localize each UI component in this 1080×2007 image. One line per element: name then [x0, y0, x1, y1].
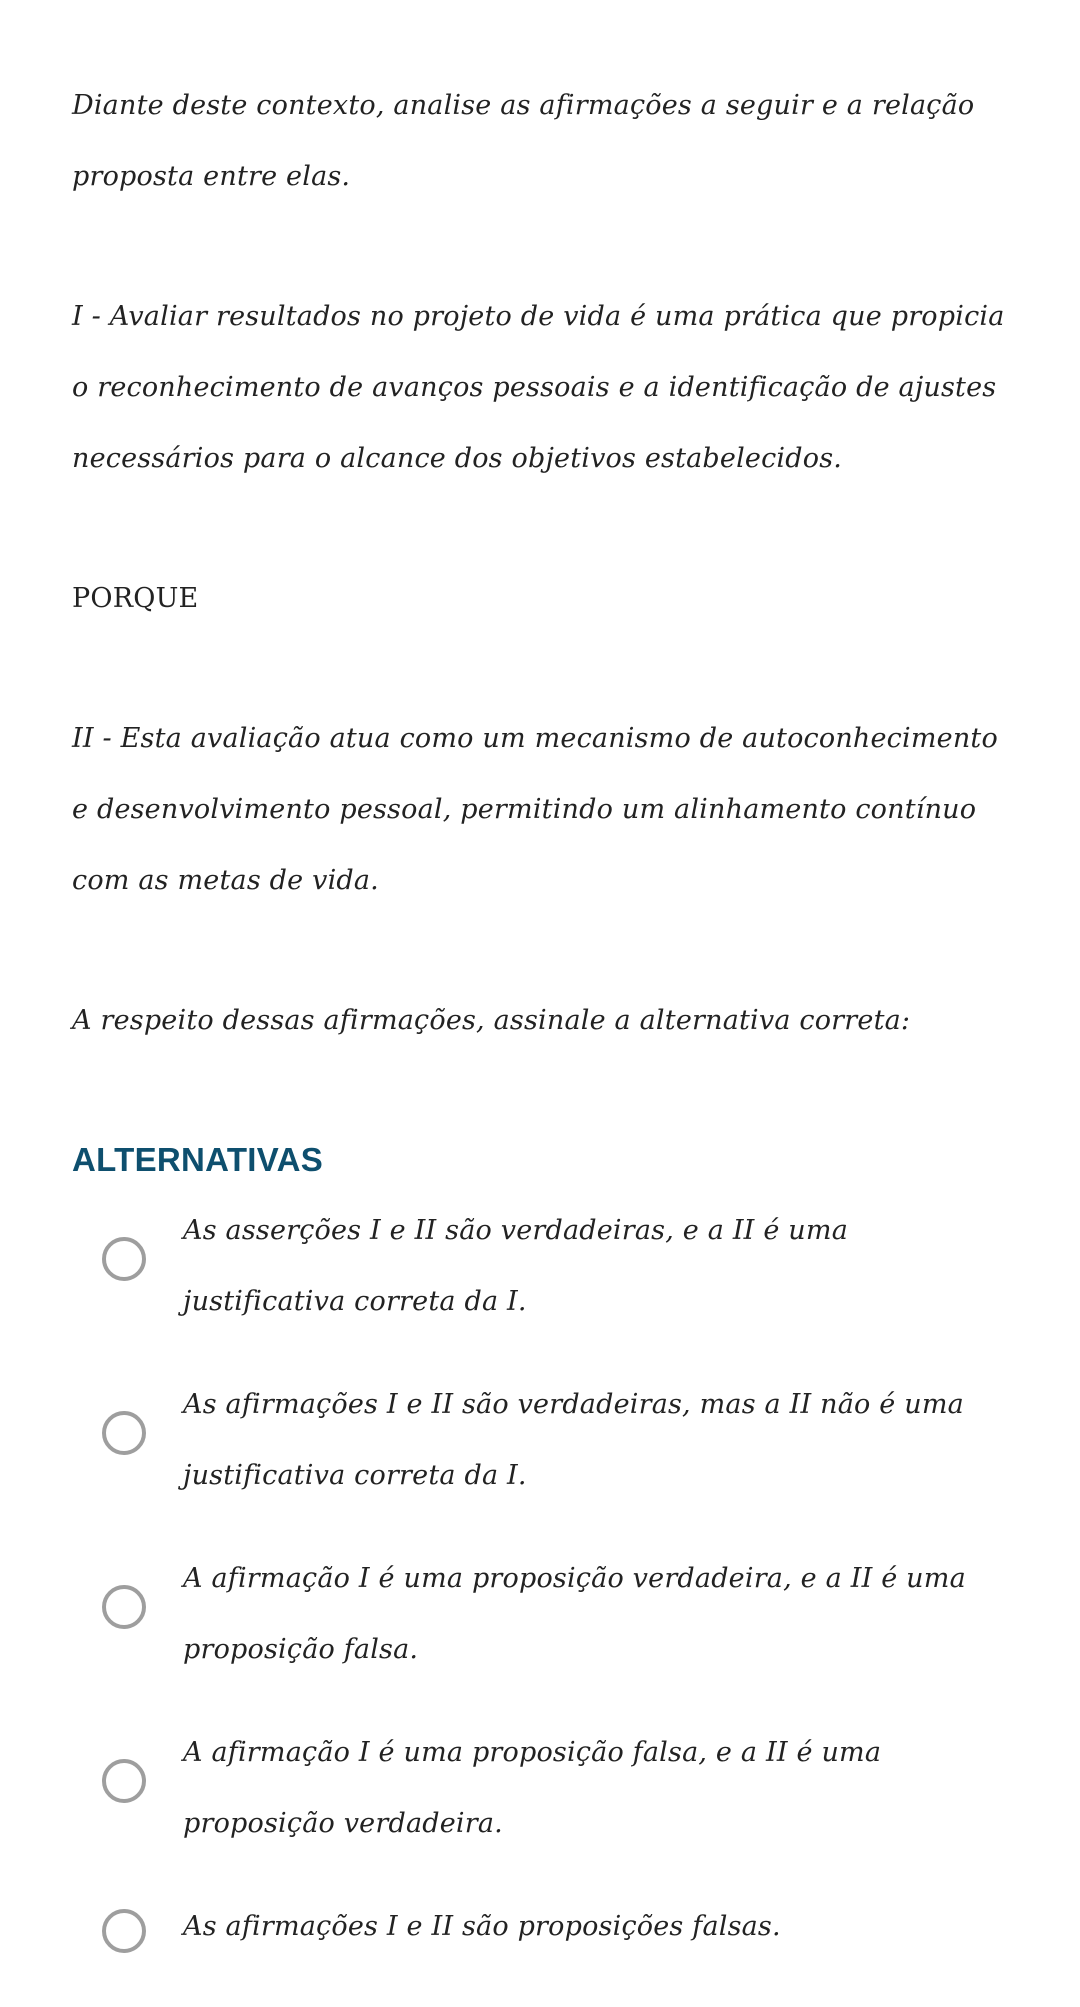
statement-connector: PORQUE — [72, 583, 199, 614]
alternative-label[interactable]: A afirmação I é uma proposição falsa, e a II é uma proposição verdadeira. — [183, 1737, 882, 1839]
radio-button-icon[interactable] — [102, 1411, 146, 1455]
alternative-label[interactable]: As afirmações I e II são verdadeiras, mas a II não é uma justificativa correta da I. — [183, 1389, 964, 1491]
radio-button-icon[interactable] — [102, 1585, 146, 1629]
alternative-label[interactable]: As afirmações I e II são proposições falsas. — [183, 1911, 781, 1942]
alternative-label[interactable]: As asserções I e II são verdadeiras, e a II é uma justificativa correta da I. — [183, 1215, 848, 1317]
question-statement — [72, 70, 1012, 1195]
radio-button-icon[interactable] — [102, 1237, 146, 1281]
statement-assertion-1: I - Avaliar resultados no projeto de vida é uma prática que propicia o reconhecimento de avanços pessoais e a identificação de ajustes necessários para o alcance dos objetivos estabelecidos. — [72, 301, 1005, 474]
alternatives-title: ALTERNATIVAS — [72, 1141, 324, 1178]
alternative-label[interactable]: A afirmação I é uma proposição verdadeira, e a II é uma proposição falsa. — [183, 1563, 966, 1665]
statement-intro: Diante deste contexto, analise as afirmações a seguir e a relação proposta entre elas. — [72, 90, 975, 192]
radio-button-icon[interactable] — [102, 1759, 146, 1803]
statement-prompt: A respeito dessas afirmações, assinale a alternativa correta: — [72, 1005, 911, 1036]
radio-button-icon[interactable] — [102, 1909, 146, 1953]
statement-assertion-2: II - Esta avaliação atua como um mecanismo de autoconhecimento e desenvolvimento pessoal, permitindo um alinhamento contínuo com as metas de vida. — [72, 723, 998, 896]
